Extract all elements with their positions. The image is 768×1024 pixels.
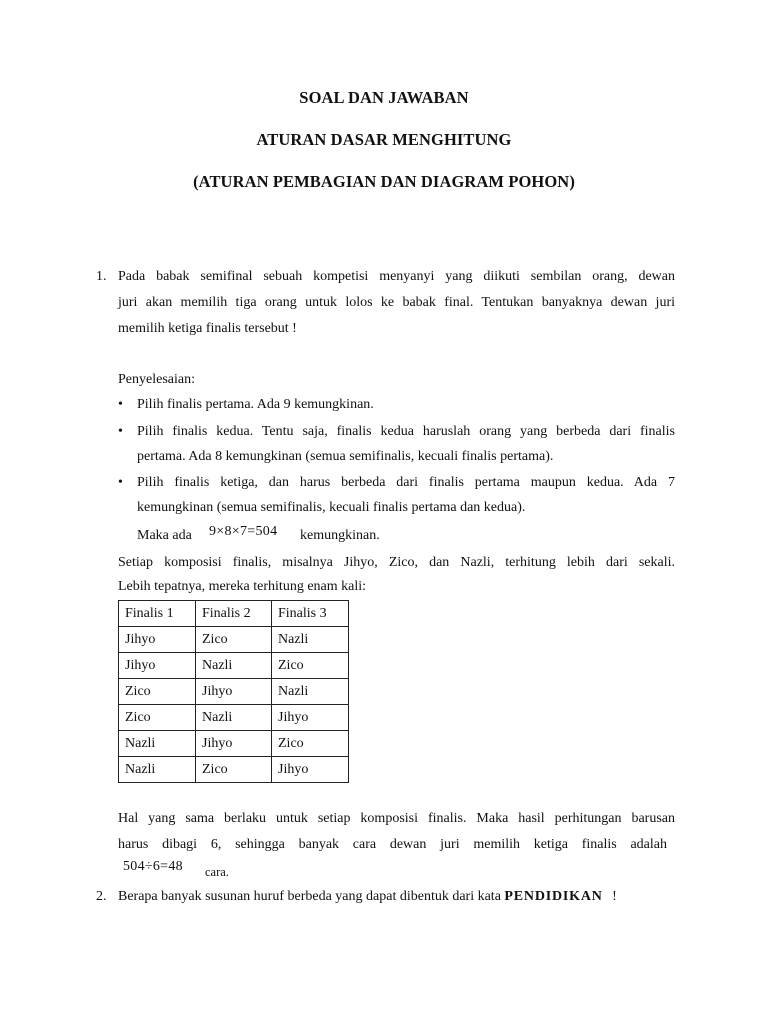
table-cell: Nazli <box>119 757 196 783</box>
table-cell: Nazli <box>272 627 349 653</box>
table-header-row <box>119 601 349 627</box>
table-row <box>119 731 349 757</box>
question-1-line-2: juri akan memilih tiga orang untuk lolos ke babak final. Tentukan banyaknya dewan juri <box>118 295 675 310</box>
bullet-1-line-1: Pilih finalis pertama. Ada 9 kemungkinan. <box>137 397 374 412</box>
table-cell: Nazli <box>119 731 196 757</box>
table-row <box>119 653 349 679</box>
bullet-icon: • <box>118 475 123 490</box>
setiap-line-2: Lebih tepatnya, mereka terhitung enam kali: <box>118 579 367 594</box>
question-2-line <box>118 885 617 909</box>
table-cell: Zico <box>272 731 349 757</box>
bullet-2-line-2: pertama. Ada 8 kemungkinan (semua semifinalis, kecuali finalis pertama). <box>137 449 554 464</box>
table-cell: Jihyo <box>196 731 272 757</box>
table-cell: Nazli <box>272 679 349 705</box>
table-cell: Jihyo <box>272 757 349 783</box>
bullet-icon: • <box>118 397 123 412</box>
title-line-2: ATURAN DASAR MENGHITUNG <box>256 130 512 149</box>
hal-line-2: harus dibagi 6, sehingga banyak cara dewan juri memilih ketiga finalis adalah <box>118 837 667 852</box>
bullet-3-line-2: kemungkinan (semua semifinalis, kecuali finalis pertama dan kedua). <box>137 500 526 515</box>
table-cell: Jihyo <box>272 705 349 731</box>
table-cell: Zico <box>196 627 272 653</box>
bullet-2-line-1: Pilih finalis kedua. Tentu saja, finalis kedua haruslah orang yang berbeda dari finalis <box>137 424 675 439</box>
question-2-word: PENDIDIKAN <box>504 889 603 904</box>
solution-label: Penyelesaian: <box>118 372 195 387</box>
bullet-3-line-1: Pilih finalis ketiga, dan harus berbeda dari finalis pertama maupun kedua. Ada 7 <box>137 475 675 490</box>
table-cell: Zico <box>272 653 349 679</box>
finalis-table <box>118 600 349 783</box>
question-1-number: 1. <box>96 269 107 284</box>
question-2-number: 2. <box>96 889 107 904</box>
maka-prefix: Maka ada <box>137 528 192 543</box>
table-header-cell: Finalis 3 <box>272 601 349 627</box>
result-formula: 504÷6=48 <box>123 859 183 874</box>
title-line-3: (ATURAN PEMBAGIAN DAN DIAGRAM POHON) <box>193 172 575 191</box>
table-row <box>119 757 349 783</box>
setiap-line-1: Setiap komposisi finalis, misalnya Jihyo, Zico, dan Nazli, terhitung lebih dari sekali. <box>118 555 675 570</box>
maka-formula: 9×8×7=504 <box>209 524 278 539</box>
question-2-end: ! <box>612 889 617 904</box>
title-line-1: SOAL DAN JAWABAN <box>299 88 469 107</box>
table-cell: Zico <box>119 679 196 705</box>
question-1-line-1: Pada babak semifinal sebuah kompetisi menyanyi yang diikuti sembilan orang, dewan <box>118 269 675 284</box>
table-cell: Jihyo <box>196 679 272 705</box>
result-suffix: cara. <box>205 865 229 879</box>
question-1-line-3: memilih ketiga finalis tersebut ! <box>118 321 297 336</box>
table-header-cell: Finalis 1 <box>119 601 196 627</box>
table-cell: Zico <box>196 757 272 783</box>
table-cell: Jihyo <box>119 627 196 653</box>
maka-suffix: kemungkinan. <box>300 528 380 543</box>
table-row <box>119 705 349 731</box>
table-row <box>119 679 349 705</box>
question-2-text: Berapa banyak susunan huruf berbeda yang dapat dibentuk dari kata <box>118 889 501 904</box>
table-row <box>119 627 349 653</box>
table-header-cell: Finalis 2 <box>196 601 272 627</box>
table-cell: Nazli <box>196 653 272 679</box>
table-cell: Zico <box>119 705 196 731</box>
hal-line-1: Hal yang sama berlaku untuk setiap komposisi finalis. Maka hasil perhitungan barusan <box>118 811 675 826</box>
table-cell: Jihyo <box>119 653 196 679</box>
bullet-icon: • <box>118 424 123 439</box>
table-cell: Nazli <box>196 705 272 731</box>
